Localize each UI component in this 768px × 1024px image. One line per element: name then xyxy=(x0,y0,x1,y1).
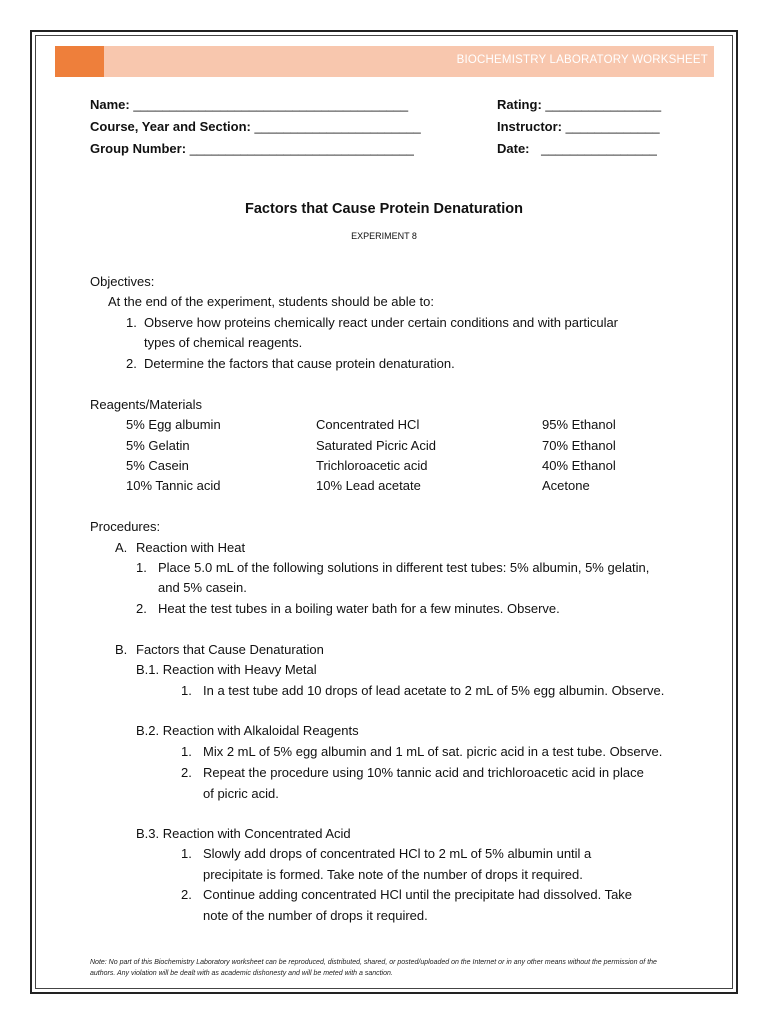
rating-line: ________________ xyxy=(545,97,662,112)
objective-text: Determine the factors that cause protein denaturation. xyxy=(144,356,455,371)
course-field xyxy=(90,119,421,134)
reagent-item: 40% Ethanol xyxy=(542,458,616,473)
section-title: Factors that Cause Denaturation xyxy=(136,642,324,657)
step-number: 1. xyxy=(181,846,192,861)
header-accent-block xyxy=(55,46,104,77)
objectives-heading: Objectives: xyxy=(90,274,155,289)
header-title: BIOCHEMISTRY LABORATORY WORKSHEET xyxy=(456,54,708,66)
section-label: A. xyxy=(115,540,128,555)
step-number: 2. xyxy=(181,765,192,780)
objective-text: Observe how proteins chemically react under certain conditions and with particular xyxy=(144,315,619,330)
step-text: Continue adding concentrated HCl until the precipitate had dissolved. Take xyxy=(203,887,633,902)
step-number: 2. xyxy=(136,601,147,616)
copyright-note: Note: No part of this Biochemistry Laboratory worksheet can be reproduced, distributed, shared, or posted/uploaded on the Internet or in any other means without the permission of the authors. Any violation will be dealt with as academic dishonesty and will be meted with a sanction. xyxy=(90,959,657,977)
reagent-item: Trichloroacetic acid xyxy=(316,458,428,473)
reagent-item: Saturated Picric Acid xyxy=(316,438,436,453)
page-title: Factors that Cause Protein Denaturation xyxy=(245,201,523,217)
step-number: 1. xyxy=(181,744,192,759)
date-line: ________________ xyxy=(541,141,657,156)
objective-text: types of chemical reagents. xyxy=(144,335,303,350)
reagent-item: 10% Lead acetate xyxy=(316,478,421,493)
date-field xyxy=(497,141,657,156)
course-line: _______________________ xyxy=(254,119,421,134)
reagent-item: 10% Tannic acid xyxy=(126,478,221,493)
reagent-item: Acetone xyxy=(542,478,590,493)
step-text: and 5% casein. xyxy=(158,580,247,595)
reagent-item: 95% Ethanol xyxy=(542,417,616,432)
procedures-heading: Procedures: xyxy=(90,519,161,534)
step-text: In a test tube add 10 drops of lead acetate to 2 mL of 5% egg albumin. Observe. xyxy=(203,683,665,698)
name-label: Name: xyxy=(90,97,130,112)
reagent-item: 5% Casein xyxy=(126,458,189,473)
instructor-label: Instructor: xyxy=(497,119,562,134)
subsection-title: B.1. Reaction with Heavy Metal xyxy=(136,662,317,677)
step-text: note of the number of drops it required. xyxy=(203,908,428,923)
reagent-item: Concentrated HCl xyxy=(316,417,420,432)
reagents-heading: Reagents/Materials xyxy=(90,397,202,412)
objective-number: 2. xyxy=(126,356,137,371)
instructor-field xyxy=(497,119,660,134)
reagent-item: 5% Egg albumin xyxy=(126,417,221,432)
instructor-line: _____________ xyxy=(565,119,660,134)
step-text: Repeat the procedure using 10% tannic acid and trichloroacetic acid in place xyxy=(203,765,644,780)
step-text: Slowly add drops of concentrated HCl to 2 mL of 5% albumin until a xyxy=(203,846,592,861)
group-label: Group Number: xyxy=(90,141,187,156)
rating-label: Rating: xyxy=(497,97,542,112)
step-number: 2. xyxy=(181,887,192,902)
name-field xyxy=(90,97,408,112)
step-text: precipitate is formed. Take note of the number of drops it required. xyxy=(203,867,583,882)
objectives-intro: At the end of the experiment, students should be able to: xyxy=(108,294,434,309)
group-field xyxy=(90,141,414,156)
subsection-title: B.2. Reaction with Alkaloidal Reagents xyxy=(136,723,359,738)
course-label: Course, Year and Section: xyxy=(90,119,251,134)
step-text: Place 5.0 mL of the following solutions in different test tubes: 5% albumin, 5% gelatin, xyxy=(158,560,650,575)
group-line: _______________________________ xyxy=(189,141,414,156)
section-title: Reaction with Heat xyxy=(136,540,246,555)
step-text: Heat the test tubes in a boiling water bath for a few minutes. Observe. xyxy=(158,601,560,616)
subsection-title: B.3. Reaction with Concentrated Acid xyxy=(136,826,351,841)
rating-field xyxy=(497,97,661,112)
step-text: of picric acid. xyxy=(203,786,279,801)
step-number: 1. xyxy=(181,683,192,698)
step-text: Mix 2 mL of 5% egg albumin and 1 mL of sat. picric acid in a test tube. Observe. xyxy=(203,744,663,759)
experiment-number: EXPERIMENT 8 xyxy=(351,231,417,241)
objective-number: 1. xyxy=(126,315,137,330)
reagent-item: 70% Ethanol xyxy=(542,438,616,453)
section-label: B. xyxy=(115,642,128,657)
date-label: Date: xyxy=(497,141,530,156)
name-line: ______________________________________ xyxy=(133,97,409,112)
reagent-item: 5% Gelatin xyxy=(126,438,190,453)
step-number: 1. xyxy=(136,560,147,575)
